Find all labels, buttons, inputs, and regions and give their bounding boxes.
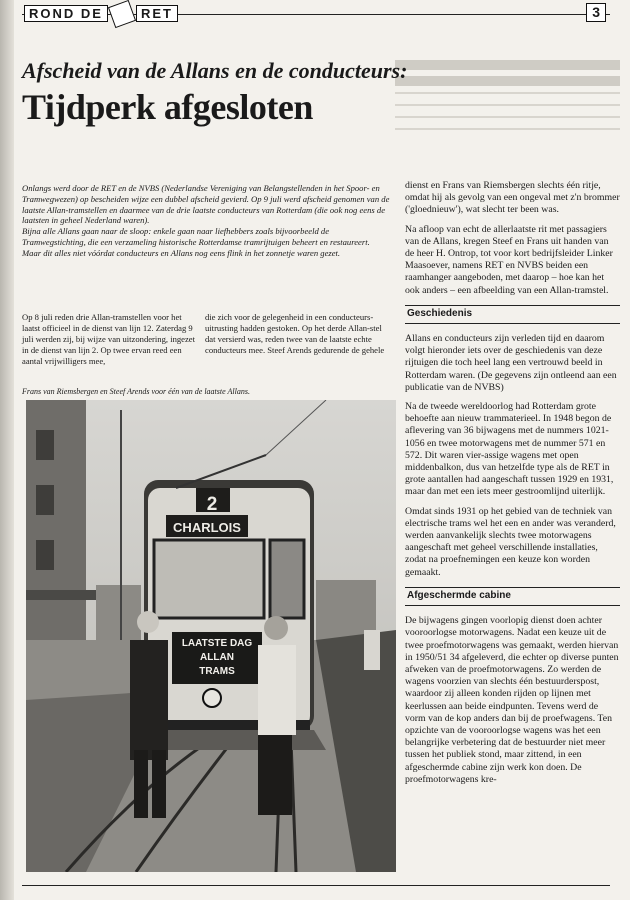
tram-photo xyxy=(26,400,396,872)
logo-text-right: RET xyxy=(136,5,178,22)
body-paragraph: Na de tweede wereldoorlog had Rotterdam grote behoefte aan nieuw trammaterieel. In 1948 begon de aflevering van 36 bijwagens met de nummers 1021-1056 en twee motorwagens met de nummer 571 en 572. Dit waren vier-assige wagens met open middenbalkon, dus van hetzelfde type als de RET in grote aantallen had aangeschaft tussen 1929 en 1931, maar dan met een iets meer gestroomlijnd uiterlijk. xyxy=(405,401,614,498)
intro-paragraph: Onlangs werd door de RET en de NVBS (Nederlandse Vereniging van Belangstellenden in het Spoor- en Tramwegwezen) op bescheiden wijze een dubbel afscheid gevierd. Op 9 juli werd afscheid genomen van de laatste Allan-tramstellen en daarmee van de drie laatste conducteurs van Rotterdam (die ook nog eens de laatsten in geheel Nederland waren). xyxy=(22,183,390,226)
intro-paragraph: Maar dit alles niet vóórdat conducteurs en Allans nog eens flink in het zonnetje waren gezet. xyxy=(22,247,341,258)
body-paragraph: Omdat sinds 1931 op het gebied van de techniek van electrische trams wel het een en ander was veranderd, werden aanvankelijk slechts twee motorwagens aangeschaft met geheel verschillende installaties, zodat na proefnemingen een keuze kon worden gemaakt. xyxy=(405,505,616,578)
photo-caption: Frans van Riemsbergen en Steef Arends voor één van de laatste Allans. xyxy=(22,387,250,396)
body-column-right xyxy=(405,180,620,793)
logo-text-left: ROND DE xyxy=(24,5,108,22)
body-column-left: Op 8 juli reden drie Allan-tramstellen voor het laatst officieel in de dienst van lijn 12. Zaterdag 9 juli werden zij, bij wijze van uitzondering, ingezet in de dienst van lijn 2. Op twee ervan reed een aantal vrijwilligers mee, xyxy=(22,312,196,366)
body-paragraph: Allans en conducteurs zijn verleden tijd en daarom volgt hieronder iets over de geschiedenis van deze rijtuigen die toch heel lang een vertrouwd beeld in Rotterdam waren. (De gegevens zijn ontleend aan een publicatie van de NVBS) xyxy=(405,333,617,393)
page-number: 3 xyxy=(586,3,606,22)
footer-rule xyxy=(22,885,610,886)
intro-paragraph: Bijna alle Allans gaan naar de sloop: enkele gaan naar liefhebbers zoals bijvoorbeeld de Tramwegstichting, die een verzameling historische Rotterdamse tramrijtuigen beheert en restaureert. xyxy=(22,226,370,247)
article-kicker: Afscheid van de Allans en de conducteurs: xyxy=(22,58,408,83)
body-paragraph: De bijwagens gingen voorlopig dienst doen achter vooroorlogse motorwagens. Nadat een keuze uit de twee proefmotorwagens was gemaakt, werden hiervan in 1950/51 34 afgeleverd, die echter op diverse punten afweken van de proefmotorwagens. Zo werden de wagens voorzien van slechts één bestuurderspost, waardoor zij alleen konden rijden op lijnen met keerlussen aan beide eindpunten. Tevens werd de vorm van de kop anders dan bij de proefwagens. Ten opzichte van de vooroorlogse wagens was het een belangrijke verbetering dat de bestuurder niet meer tussen het publiek stond, maar zittend, in een afgeschermde cabine zijn werk kon doen. De proefmotorwagens kre- xyxy=(405,615,619,785)
section-heading: Geschiedenis xyxy=(405,305,620,324)
magazine-logo xyxy=(24,5,178,22)
body-paragraph: dienst en Frans van Riemsbergen slechts één ritje, omdat hij als gevolg van een ongeval met z'n brommer ('gloednieuw'), wat slecht ter been was. xyxy=(405,180,620,216)
section-heading: Afgeschermde cabine xyxy=(405,587,620,606)
page-binding-shadow xyxy=(0,0,14,900)
tram-banner-line: ALLAN xyxy=(200,652,234,663)
tram-photo-illustration xyxy=(26,400,396,872)
article-intro xyxy=(22,183,390,259)
ret-seal-icon xyxy=(108,0,136,28)
article-headline: Tijdperk afgesloten xyxy=(22,87,313,127)
tram-destination-sign: CHARLOIS xyxy=(173,520,241,535)
body-column-middle: die zich voor de gelegenheid in een conducteurs-uitrusting hadden gestoken. Op het derde Allan-stel dat versierd was, reden twee van de laatste echte conducteurs mee. Steef Arends gedurende de gehele xyxy=(205,312,385,355)
tram-banner-line: TRAMS xyxy=(199,666,235,677)
tram-route-number: 2 xyxy=(206,494,218,515)
body-paragraph: Na afloop van echt de allerlaatste rit met passagiers van de Allans, kregen Steef en Frans uit handen van de heer H. Ontrop, tot voor kort bedrijfsleider Linker Maasoever, namens RET en NVBS beiden een raamhanger aangeboden, met daarop – hoe kan het ook anders – een afbeelding van een Allan-tramstel. xyxy=(405,223,613,296)
tram-banner-line: LAATSTE DAG xyxy=(181,638,253,649)
